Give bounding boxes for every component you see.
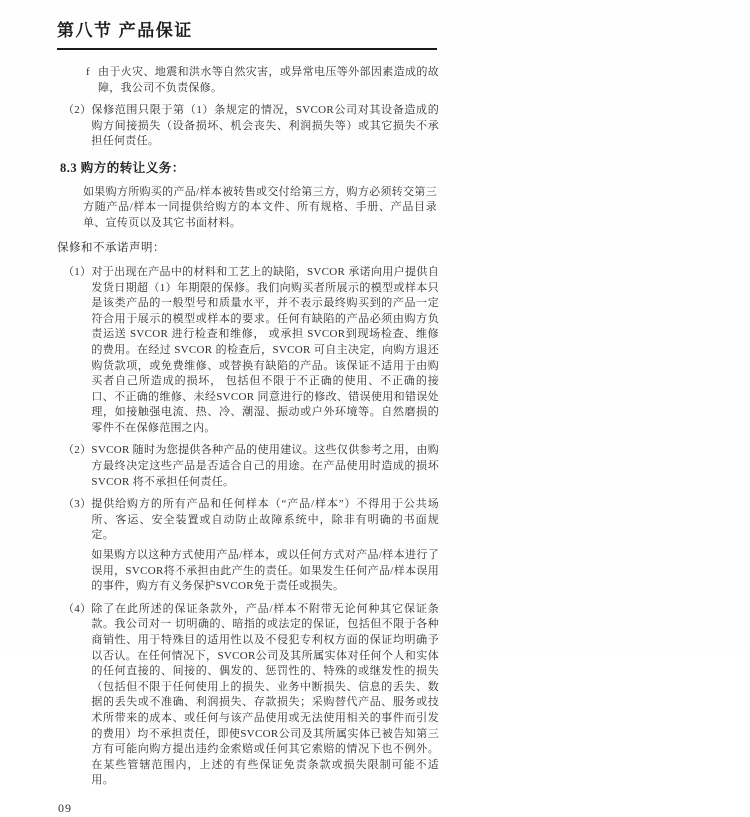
item-marker: f <box>86 66 90 78</box>
section-paragraph: 如果购方所购买的产品/样本被转售或交付给第三方，购方必须转交第三方随产品/样本一同提供给购方的本文件、所有规格、手册、产品目录单、宣传页以及其它书面材料。 <box>83 185 437 229</box>
item-paragraph: 保修范围只限于第（1）条规定的情况，SVCOR公司对其设备造成的购方间接损失（设备损坏、机会丧失、利润损失等）或其它损失不承担任何责任。 <box>91 104 439 148</box>
item-paragraph: SVCOR 随时为您提供各种产品的使用建议。这些仅供参考之用，由购方最终决定这些产品是否适合自己的用途。在产品使用时造成的损坏 SVCOR 将不承担任何责任。 <box>91 444 439 488</box>
item-paragraph: 由于火灾、地震和洪水等自然灾害，或异常电压等外部因素造成的故障，我公司不负责保修。 <box>98 66 439 94</box>
section-heading: 8.3 购方的转让义务： <box>60 160 185 175</box>
list-item-f <box>57 65 439 96</box>
item-paragraph: 对于出现在产品中的材料和工艺上的缺陷，SVCOR 承诺向用户提供自发货日期超（1）年期限的保修。我们向购买者所展示的模型或样本只是该类产品的一般型号和质量水平，并不表示最终购买到的产品一定符合用于展示的模型或样本的要求。任何有缺陷的产品必须由购方负责运送 SVCOR 进行检查和维修， 或承担 SVCOR到现场检查、维修的费用。在经过 SVCOR 的检查后，SVCOR 可自主决定，向购方退还购货款项，或免费维修、或替换有缺陷的产品。该保证不适用于由购买者自己所造成的损坏， 包括但不限于不正确的使用、不正确的接口、不正确的维修、未经SVCOR 同意进行的修改、错误使用和错误处理，如接触强电流、热、冷、潮湿、振动或户外环境等。自然磨损的零件不在保修范围之内。 <box>91 265 439 434</box>
list-item-warranty-scope <box>57 103 439 150</box>
item-marker: （2） <box>63 444 92 457</box>
list-item-4 <box>57 602 439 789</box>
document-body <box>57 65 439 817</box>
item-marker: （3） <box>63 498 92 511</box>
document-content <box>57 16 439 817</box>
list-item-2 <box>57 443 439 490</box>
page-title: 第八节 产品保证 <box>57 21 193 40</box>
item-marker: （4） <box>63 602 92 615</box>
item-marker: （2） <box>63 104 92 117</box>
title-rule <box>57 48 437 50</box>
item-paragraph: 如果购方以这种方式使用产品/样本，或以任何方式对产品/样本进行了误用，SVCOR将不承担由此产生的责任。如果发生任何产品/样本误用的事件，购方有义务保护SVCOR免于责任或损失。 <box>91 549 439 593</box>
list-item-1 <box>57 265 439 437</box>
page-number: 09 <box>58 800 72 815</box>
item-marker: （1） <box>63 265 92 278</box>
list-item-3 <box>57 497 439 595</box>
item-paragraph: 提供给购方的所有产品和任何样本（“产品/样本”）不得用于公共场所、客运、安全装置或自动防止故障系统中，除非有明确的书面规定。 <box>91 498 439 542</box>
item-paragraph: 除了在此所述的保证条款外，产品/样本不附带无论何种其它保证条款。我公司对一 切明确的、暗指的或法定的保证，包括但不限于各种商销性、用于特殊目的适用性以及不侵犯专利权方面的保证均明确予以否认。在任何情况下，SVCOR公司及其所属实体对任何个人和实体的任何直接的、间接的、偶发的、惩罚性的、特殊的或继发性的损失（包括但不限于任何使用上的损失、业务中断损失、信息的丢失、数据的丢失或不准确、利润损失、存款损失；采购替代产品、服务或技术所带来的成本、或任何与该产品使用或无法使用相关的事件而引发的费用）均不承担责任，即使SVCOR公司及其所属实体已被告知第三方有可能向购方提出违约金索赔或任何其它索赔的情况下也不例外。在某些管辖范围内，上述的有些保证免责条款或损失限制可能不适用。 <box>91 602 439 787</box>
subheading: 保修和不承诺声明： <box>57 242 165 255</box>
